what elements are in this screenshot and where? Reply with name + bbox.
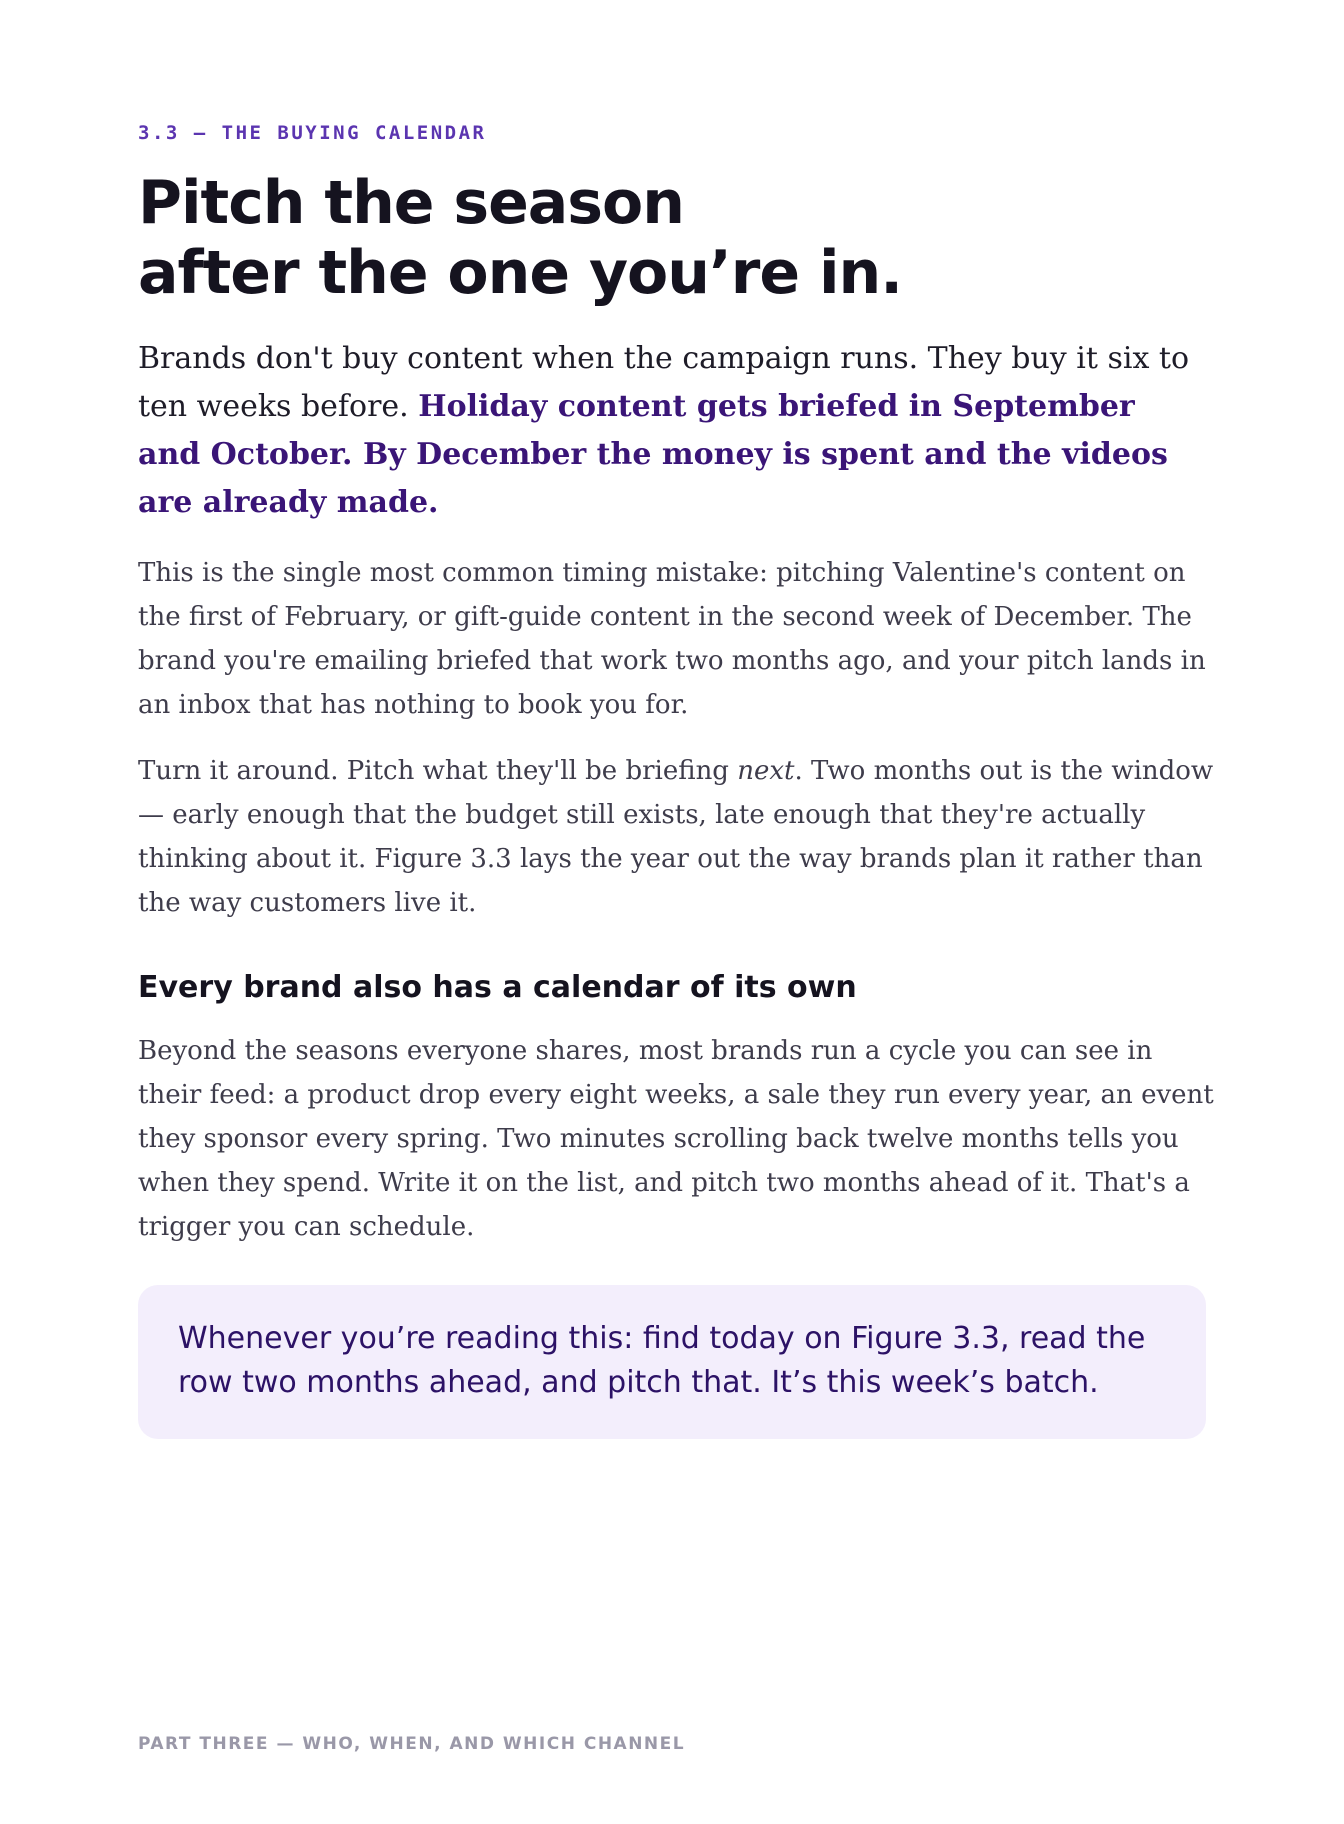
callout-text: Whenever you’re reading this: find today on Figure 3.3, read the row two months ahead, and pitch that. It’s this week’s batch.: [178, 1321, 1146, 1400]
body-paragraph-2-italic: next: [737, 756, 795, 786]
page-footer: PART THREE — WHO, WHEN, AND WHICH CHANNEL: [138, 1734, 686, 1754]
body-paragraph-2-before: Turn it around. Pitch what they'll be briefing: [138, 756, 738, 786]
page-title-line-1: Pitch the season: [138, 168, 684, 238]
page-title: [138, 168, 902, 308]
body-paragraph-1: This is the single most common timing mistake: pitching Valentine's content on the first of February, or gift-guide content in the second week of December. The brand you're emailing briefed that work two months ago, and your pitch lands in an inbox that has nothing to book you for.: [138, 558, 1206, 720]
lead-emphasis-text: Holiday content gets briefed in September and October. By December the money is spent and the videos are already made.: [138, 389, 1168, 520]
callout-box: [138, 1285, 1206, 1439]
body-paragraph-2-after: . Two months out is the window — early enough that the budget still exists, late enough that they're actually thinking about it. Figure 3.3 lays the year out the way brands plan it rather than the way customers live it.: [138, 756, 1214, 918]
body-paragraph-3: Beyond the seasons everyone shares, most brands run a cycle you can see in their feed: a product drop every eight weeks, a sale they run every year, an event they sponsor every spring. Two minutes scrolling back twelve months tells you when they spend. Write it on the list, and pitch two months ahead of it. That's a trigger you can schedule.: [138, 1036, 1214, 1242]
section-kicker: 3.3 — THE BUYING CALENDAR: [138, 122, 487, 144]
body-paragraph-2: [138, 749, 1218, 925]
lead-paragraph: [138, 335, 1206, 527]
page-title-line-2: after the one you’re in.: [138, 238, 903, 308]
subheading: Every brand also has a calendar of its own: [138, 970, 857, 1005]
lead-plain-text: Brands don't buy content when the campaign runs. They buy it six to ten weeks before.: [138, 341, 1190, 424]
